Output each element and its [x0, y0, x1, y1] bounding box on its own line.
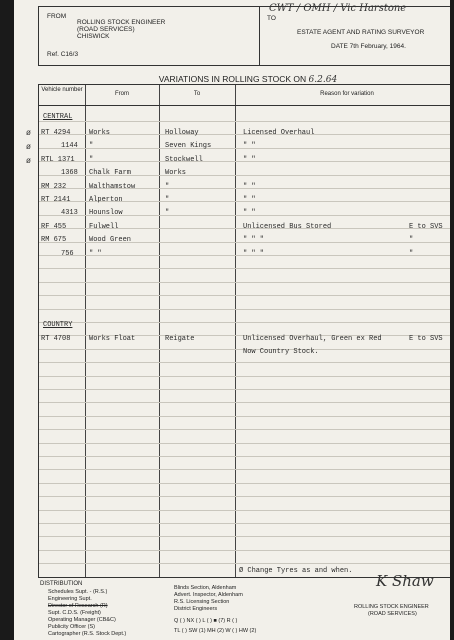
- signature: K Shaw: [376, 572, 434, 590]
- row-rule: [39, 282, 450, 283]
- margin-mark: ø: [26, 142, 31, 151]
- cell-to: Seven Kings: [165, 142, 212, 151]
- col-divider: [85, 85, 86, 577]
- row-rule: [39, 322, 450, 323]
- row-rule: [39, 469, 450, 470]
- col-header-vehicle: Vehicle number: [41, 87, 83, 93]
- row-rule: [39, 429, 450, 430]
- cell-from: Walthamstow: [89, 182, 136, 191]
- cell-from: Chalk Farm: [89, 169, 132, 178]
- title-text: VARIATIONS IN ROLLING STOCK ON: [158, 74, 307, 84]
- section-country: COUNTRY: [43, 321, 73, 329]
- cell-from: ": [89, 142, 94, 151]
- title-date: 6.2.64: [308, 75, 338, 85]
- header-box: [38, 3, 450, 66]
- from-line-2: (ROAD SERVICES): [77, 26, 135, 33]
- margin-mark: ø: [26, 156, 31, 165]
- cell-reason: " ": [243, 209, 256, 218]
- cell-reason: Unlicensed Overhaul, Green ex Red: [243, 335, 382, 343]
- to-label: TO: [267, 15, 276, 22]
- variations-table: [38, 84, 450, 578]
- cell-to: Reigate: [165, 335, 195, 343]
- cell-reason: Unlicensed Bus Stored: [243, 222, 332, 231]
- row-rule: [39, 268, 450, 269]
- cell-extra: ": [409, 236, 414, 245]
- dist-left-0: Schedules Supt. - (R.S.): [48, 589, 108, 595]
- from-line-1: ROLLING STOCK ENGINEER: [77, 19, 166, 26]
- cell-vehicle: 1144: [61, 142, 78, 151]
- cell-to: ": [165, 196, 170, 204]
- row-rule: [39, 510, 450, 511]
- dist-left-5: Publicity Officer (S): [48, 624, 95, 630]
- cell-vehicle: RM 232: [41, 182, 67, 191]
- row-rule: [39, 483, 450, 484]
- from-line-3: CHISWICK: [77, 33, 110, 40]
- row-rule: [39, 402, 450, 403]
- row-rule: [39, 376, 450, 377]
- col-header-reason: Reason for variation: [320, 91, 374, 97]
- row-rule: [39, 550, 450, 551]
- date: DATE 7th February, 1964.: [331, 43, 406, 50]
- cell-reason: " ": [243, 196, 256, 204]
- cell-vehicle: RT 4708: [41, 335, 71, 343]
- dist-left-2: Director of Research (R): [48, 603, 108, 609]
- cell-from: Works: [89, 129, 111, 137]
- dist-mid-3: District Engineers: [174, 606, 218, 612]
- row-rule: [39, 523, 450, 524]
- cell-to: Holloway: [165, 129, 199, 137]
- cell-extra: E to SVS: [409, 222, 443, 231]
- row-rule: [39, 443, 450, 444]
- col-header-to: To: [193, 91, 201, 97]
- cell-vehicle: 4313: [61, 209, 78, 218]
- margin-mark: ø: [26, 128, 31, 137]
- cell-reason: " ": [243, 155, 256, 164]
- cell-from: Works Float: [89, 335, 136, 343]
- document-page: [14, 0, 450, 640]
- to-text: ESTATE AGENT AND RATING SURVEYOR: [297, 29, 425, 36]
- dist-mid-0: Blinds Section, Aldenham: [174, 585, 237, 591]
- footnote: Ø Change Tyres as and when.: [239, 567, 353, 575]
- cell-from: " ": [89, 249, 102, 258]
- row-rule: [39, 456, 450, 457]
- cell-from: Fulwell: [89, 222, 119, 231]
- row-rule: [39, 295, 450, 296]
- cell-reason: Licensed Overhaul: [243, 129, 315, 137]
- section-central: CENTRAL: [43, 113, 73, 121]
- dist-left-6: Cartographer (R.S. Stock Dept.): [48, 631, 127, 637]
- cell-from: Wood Green: [89, 236, 132, 245]
- cell-vehicle: RT 4294: [41, 129, 71, 137]
- row-rule: [39, 496, 450, 497]
- cell-to: ": [165, 182, 170, 191]
- cell-extra: ": [409, 249, 414, 258]
- header-rule: [39, 105, 450, 106]
- col-header-from: From: [115, 91, 129, 97]
- header-divider: [259, 7, 260, 65]
- cell-to: ": [165, 209, 170, 218]
- cell-from: ": [89, 155, 94, 164]
- row-rule: [39, 309, 450, 310]
- dist-mid-4: Q ( ) NX ( ) L ( ) ■ (7) R ( ): [174, 618, 238, 624]
- reference: Ref. C16/3: [47, 51, 79, 58]
- col-divider: [235, 85, 236, 577]
- cell-vehicle: 1368: [61, 169, 78, 178]
- distribution-title: DISTRIBUTION: [40, 581, 83, 587]
- sign-line-1: ROLLING STOCK ENGINEER: [354, 604, 429, 610]
- dist-mid-5: TL ( ) SW (1) MH (2) W ( ) HW (2): [174, 628, 257, 634]
- cell-to: Works: [165, 169, 187, 178]
- cell-from: Hounslow: [89, 209, 123, 218]
- col-divider: [159, 85, 160, 577]
- handwritten-annotation: CWT / OMH / Vic Harstone: [269, 3, 407, 14]
- row-rule: [39, 563, 450, 564]
- cell-reason: " ": [243, 182, 256, 191]
- cell-reason: " " ": [243, 249, 265, 258]
- cell-vehicle: RT 2141: [41, 196, 71, 204]
- cell-vehicle: RTL 1371: [41, 155, 75, 164]
- dist-left-1: Engineering Supt.: [48, 596, 92, 602]
- dist-left-4: Operating Manager (CB&C): [48, 617, 116, 623]
- row-rule: [39, 121, 450, 122]
- dist-left-3: Supt. C.D.S. (Freight): [48, 610, 101, 616]
- row-rule: [39, 416, 450, 417]
- sign-line-2: (ROAD SERVICES): [368, 611, 417, 617]
- dist-mid-2: R.S. Licensing Section: [174, 599, 230, 605]
- cell-vehicle: 756: [61, 249, 74, 258]
- cell-vehicle: RF 455: [41, 222, 67, 231]
- cell-reason: " " ": [243, 236, 265, 245]
- dist-mid-1: Advert. Inspector, Aldenham: [174, 592, 243, 598]
- row-rule: [39, 362, 450, 363]
- row-rule: [39, 389, 450, 390]
- cell-reason: " ": [243, 142, 256, 151]
- cell-vehicle: RM 675: [41, 236, 67, 245]
- cell-from: Alperton: [89, 196, 123, 204]
- from-label: FROM: [47, 13, 67, 20]
- row-rule: [39, 536, 450, 537]
- cell-reason: Now Country Stock.: [243, 348, 319, 357]
- cell-extra: E to SVS: [409, 335, 443, 343]
- cell-to: Stockwell: [165, 155, 203, 164]
